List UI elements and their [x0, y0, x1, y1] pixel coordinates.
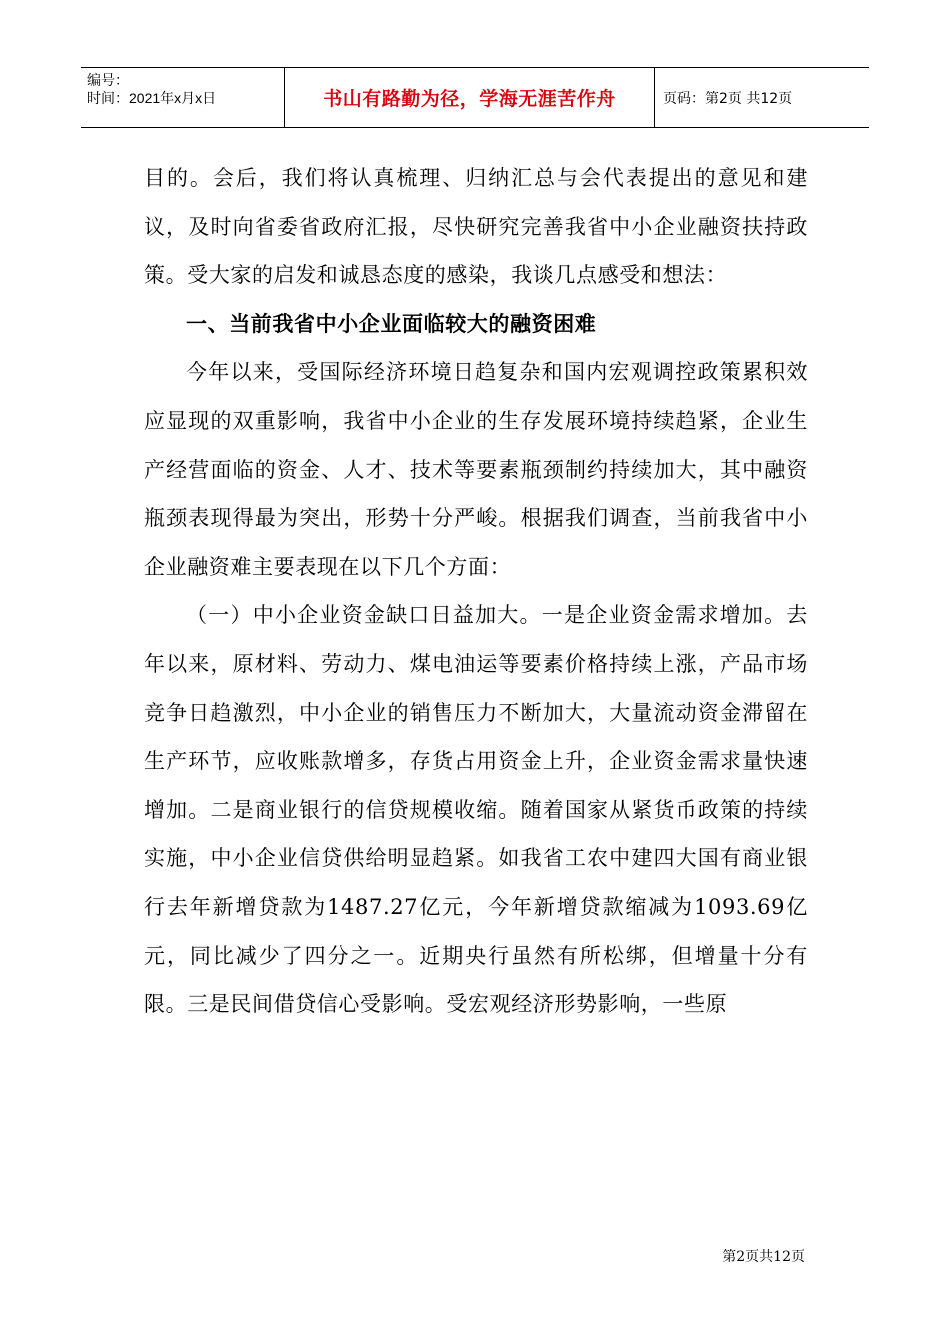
number-label: 编号：	[87, 72, 129, 88]
date-label: 时间：2021年x月x日	[87, 90, 217, 106]
header-page-label: 页码：第2页 共12页	[663, 90, 793, 107]
header-meta	[81, 68, 284, 127]
paragraph-1: 目的。会后，我们将认真梳理、归纳汇总与会代表提出的意见和建议，及时向省委省政府汇报，尽快研究完善我省中小企业融资扶持政策。受大家的启发和诚恳态度的感染，我谈几点感受和想法：	[144, 166, 808, 288]
paragraph-3: （一）中小企业资金缺口日益加大。一是企业资金需求增加。去年以来，原材料、劳动力、煤电油运等要素价格持续上涨，产品市场竞争日趋激烈，中小企业的销售压力不断加大，大量流动资金滞留在生产环节，应收账款增多，存货占用资金上升，企业资金需求量快速增加。二是商业银行的信贷规模收缩。随着国家从紧货币政策的持续实施，中小企业信贷供给明显趋紧。如我省工农中建四大国有商业银行去年新增贷款为1487.27亿元，今年新增贷款缩减为1093.69亿元，同比减少了四分之一。近期央行虽然有所松绑，但增量十分有限。三是民间借贷信心受影响。受宏观经济形势影响，一些原	[144, 603, 808, 1017]
header-motto: 书山有路勤为径，学海无涯苦作舟	[284, 68, 655, 127]
page-footer: 第2页共12页	[722, 1249, 805, 1265]
section-heading-1: 一、当前我省中小企业面临较大的融资困难	[186, 311, 597, 336]
document-header	[81, 67, 869, 128]
paragraph-2: 今年以来，受国际经济环境日趋复杂和国内宏观调控政策累积效应显现的双重影响，我省中小企业的生存发展环境持续趋紧，企业生产经营面临的资金、人才、技术等要素瓶颈制约持续加大，其中融资瓶颈表现得最为突出，形势十分严峻。根据我们调查，当前我省中小企业融资难主要表现在以下几个方面：	[144, 360, 808, 579]
document-body	[144, 154, 808, 1029]
